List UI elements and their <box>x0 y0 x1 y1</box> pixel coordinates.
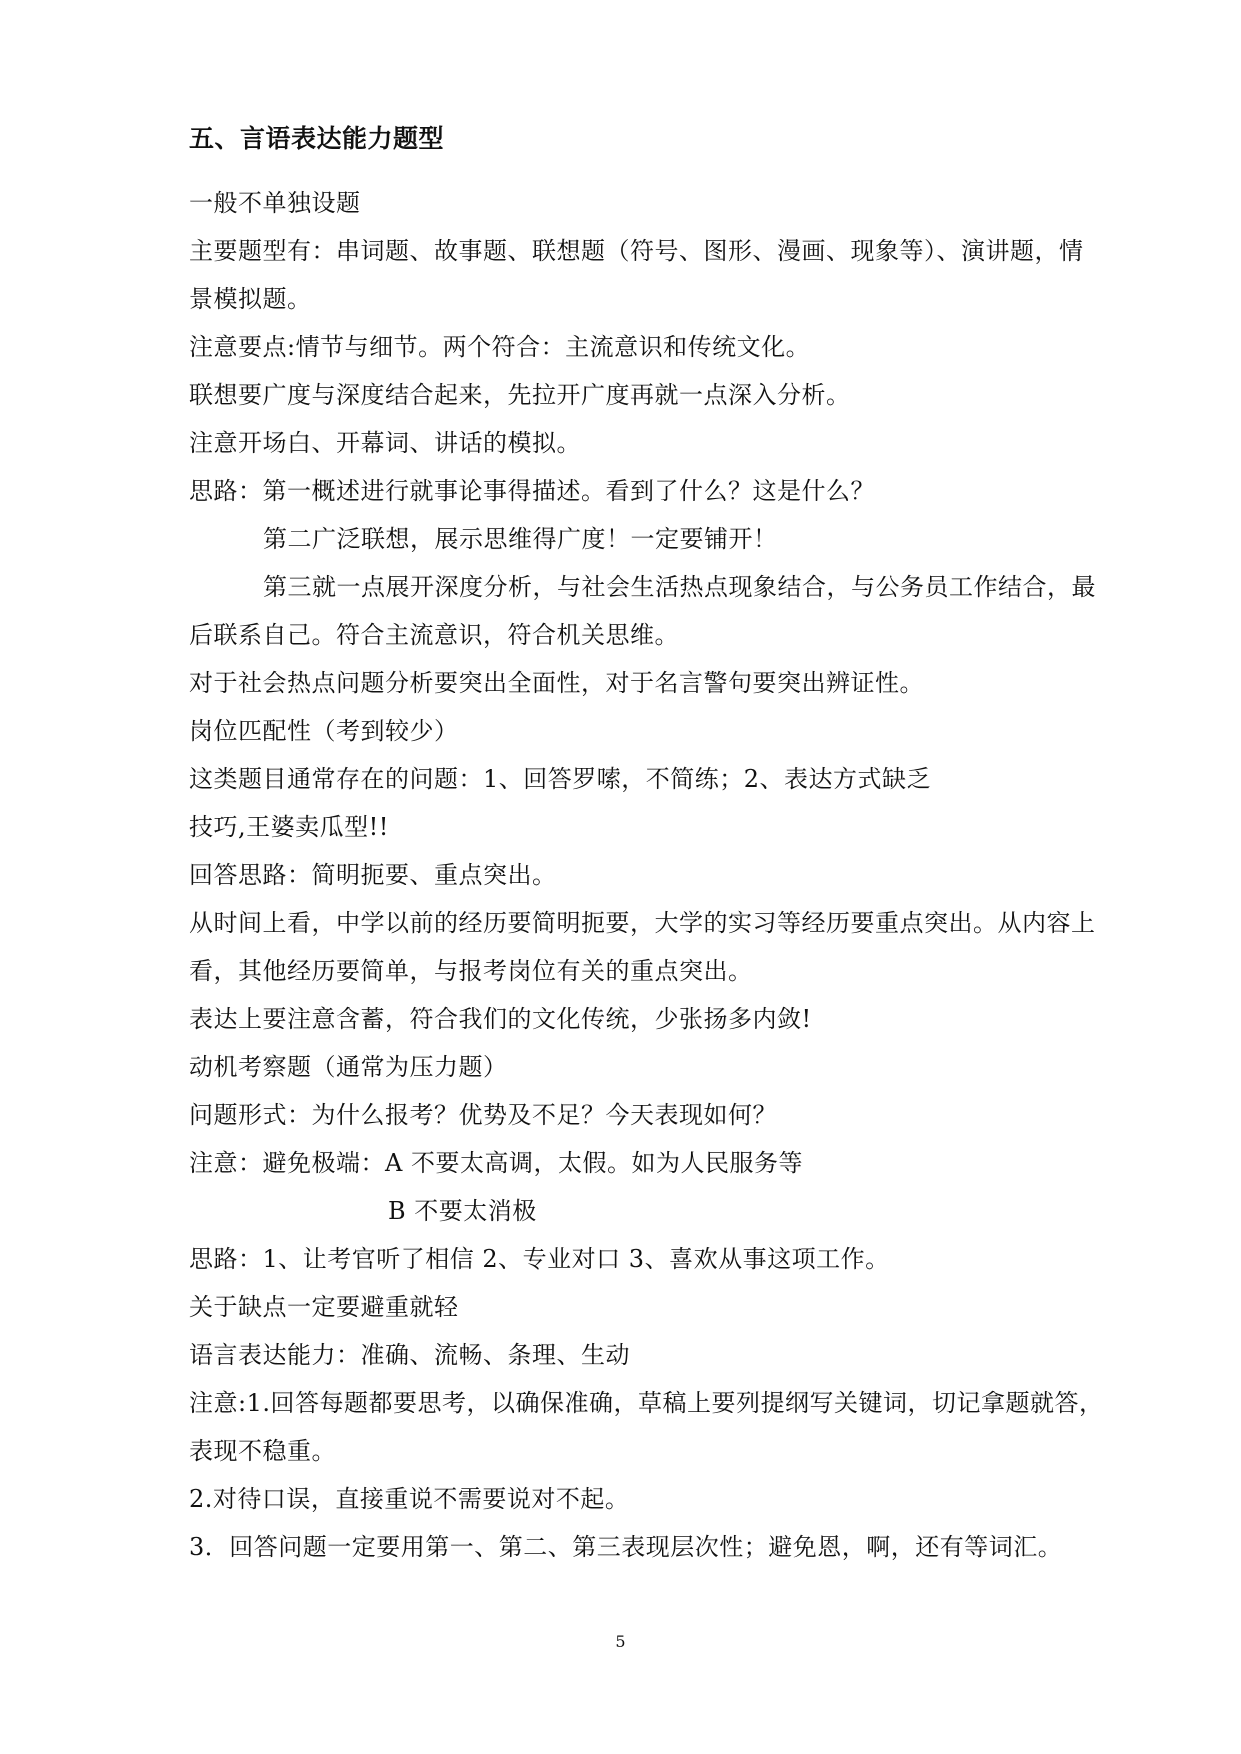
paragraph-line: 一般不单独设题 <box>189 189 361 217</box>
paragraph-line: 表达上要注意含蓄，符合我们的文化传统，少张扬多内敛! <box>189 1005 812 1033</box>
paragraph-line: 景模拟题。 <box>189 285 312 313</box>
paragraph-line: 第二广泛联想，展示思维得广度！一定要铺开！ <box>263 525 778 553</box>
paragraph-line: 思路：第一概述进行就事论事得描述。看到了什么？这是什么？ <box>189 477 875 505</box>
paragraph-line: 注意:1.回答每题都要思考，以确保准确，草稿上要列提纲写关键词，切记拿题就答， <box>189 1389 1104 1417</box>
paragraph-line: 岗位匹配性（考到较少） <box>189 717 459 745</box>
paragraph-line: 联想要广度与深度结合起来，先拉开广度再就一点深入分析。 <box>189 381 851 409</box>
paragraph-line: 后联系自己。符合主流意识，符合机关思维。 <box>189 621 679 649</box>
paragraph-line: 注意：避免极端：A 不要太高调，太假。如为人民服务等 <box>189 1149 803 1177</box>
page-number: 5 <box>615 1632 626 1651</box>
paragraph-line: 注意开场白、开幕词、讲话的模拟。 <box>189 429 581 457</box>
paragraph-line: 看，其他经历要简单，与报考岗位有关的重点突出。 <box>189 957 753 985</box>
paragraph-line: 从时间上看，中学以前的经历要简明扼要，大学的实习等经历要重点突出。从内容上 <box>189 909 1096 937</box>
paragraph-line: 3．回答问题一定要用第一、第二、第三表现层次性；避免恩，啊，还有等词汇。 <box>189 1533 1063 1561</box>
paragraph-line: 思路：1、让考官听了相信 2、专业对口 3、喜欢从事这项工作。 <box>189 1245 890 1273</box>
paragraph-line: B 不要太消极 <box>388 1197 537 1225</box>
paragraph-line: 这类题目通常存在的问题：1、回答罗嗦，不简练；2、表达方式缺乏 <box>189 765 932 793</box>
paragraph-line: 2.对待口误，直接重说不需要说对不起。 <box>189 1485 630 1513</box>
paragraph-line: 关于缺点一定要避重就轻 <box>189 1293 459 1321</box>
paragraph-line: 注意要点:情节与细节。两个符合：主流意识和传统文化。 <box>189 333 811 361</box>
paragraph-line: 主要题型有：串词题、故事题、联想题（符号、图形、漫画、现象等）、演讲题，情 <box>189 237 1084 265</box>
paragraph-line: 问题形式：为什么报考？优势及不足？今天表现如何？ <box>189 1101 777 1129</box>
paragraph-line: 第三就一点展开深度分析，与社会生活热点现象结合，与公务员工作结合，最 <box>263 573 1096 601</box>
section-heading: 五、言语表达能力题型 <box>189 124 445 153</box>
paragraph-line: 对于社会热点问题分析要突出全面性，对于名言警句要突出辨证性。 <box>189 669 924 697</box>
paragraph-line: 动机考察题（通常为压力题） <box>189 1053 508 1081</box>
paragraph-line: 技巧,王婆卖瓜型!! <box>189 813 389 841</box>
paragraph-line: 回答思路：简明扼要、重点突出。 <box>189 861 557 889</box>
paragraph-line: 语言表达能力：准确、流畅、条理、生动 <box>189 1341 630 1369</box>
paragraph-line: 表现不稳重。 <box>189 1437 336 1465</box>
